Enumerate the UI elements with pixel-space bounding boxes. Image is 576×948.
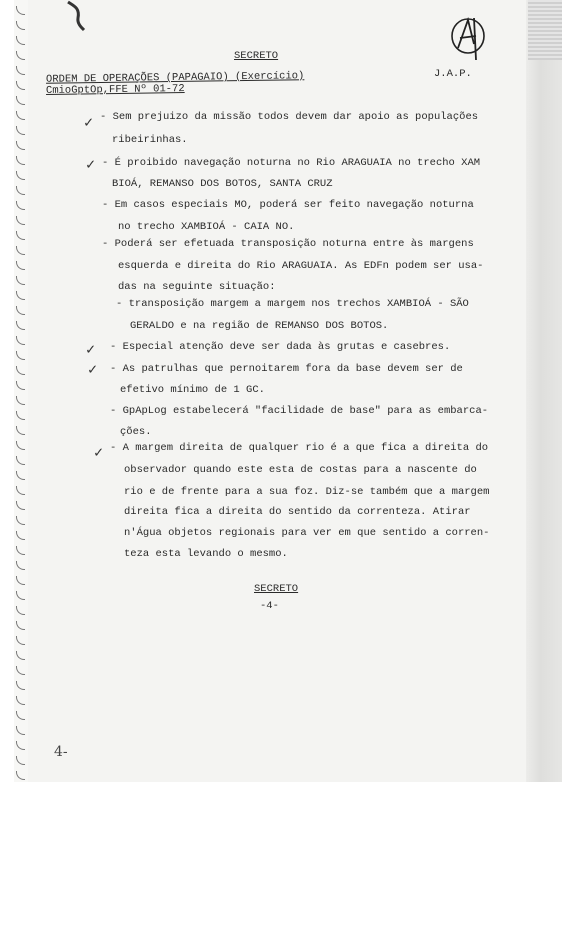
body-line: ções. (120, 426, 152, 438)
check-mark-icon: ✓ (94, 445, 104, 462)
body-line: - É proibido navegação noturna no Rio ARAGUAIA no trecho XAM (102, 157, 481, 169)
binder-hole (16, 81, 25, 90)
binder-hole (16, 771, 25, 780)
order-reference: CmioGptOp,FFE Nº 01-72 (45, 83, 185, 97)
body-line: das na seguinte situação: (118, 281, 276, 293)
body-line: - Sem prejuizo da missão todos devem dar apoio as populações (100, 111, 479, 123)
binder-hole (16, 696, 25, 705)
order-title: ORDEM DE OPERAÇÕES (PAPAGAIO) (Exercício) (45, 70, 305, 86)
binder-hole (16, 606, 25, 615)
handwritten-page-number: 4- (54, 744, 68, 760)
binder-hole (16, 456, 25, 465)
binder-hole (16, 336, 25, 345)
check-mark-icon: ✓ (84, 115, 94, 132)
binder-hole (16, 366, 25, 375)
binder-hole (16, 636, 25, 645)
binder-hole (16, 741, 25, 750)
binder-hole (16, 36, 25, 45)
binder-hole (16, 306, 25, 315)
binder-hole (16, 726, 25, 735)
binder-hole (16, 681, 25, 690)
binder-hole (16, 21, 25, 30)
binder-hole (16, 246, 25, 255)
binder-hole (16, 471, 25, 480)
binder-hole (16, 141, 25, 150)
signature-icon (444, 14, 492, 62)
binder-hole (16, 576, 25, 585)
binder-hole (16, 351, 25, 360)
body-line: - Especial atenção deve ser dada às grutas e casebres. (110, 341, 451, 353)
body-line: - Em casos especiais MO, poderá ser feito navegação noturna (102, 199, 474, 211)
binder-hole (16, 201, 25, 210)
binder-hole (16, 501, 25, 510)
binder-hole (16, 546, 25, 555)
binder-hole (16, 591, 25, 600)
classification-header: SECRETO (234, 50, 279, 62)
body-line: - A margem direita de qualquer rio é a que fica a direita do (110, 442, 489, 454)
binder-hole (16, 276, 25, 285)
binder-hole (16, 441, 25, 450)
binder-hole (16, 321, 25, 330)
body-line: - transposição margem a margem nos trechos XAMBIOÁ - SÃO (116, 298, 469, 310)
body-line: BIOÁ, REMANSO DOS BOTOS, SANTA CRUZ (112, 178, 333, 190)
check-mark-icon: ✓ (86, 157, 96, 174)
binder-hole (16, 396, 25, 405)
binder-hole (16, 756, 25, 765)
body-line: rio e de frente para a sua foz. Diz-se também que a margem (124, 486, 490, 498)
body-line: ribeirinhas. (112, 134, 188, 146)
binder-hole (16, 156, 25, 165)
body-line: n'Água objetos regionais para ver em que sentido a corren- (124, 527, 490, 539)
page-edge-shadow (526, 0, 562, 782)
body-line: no trecho XAMBIOÁ - CAIA NO. (118, 221, 295, 233)
binder-hole (16, 381, 25, 390)
binder-hole (16, 651, 25, 660)
binder-hole (16, 171, 25, 180)
binder-hole (16, 6, 25, 15)
binder-hole (16, 411, 25, 420)
binder-hole (16, 126, 25, 135)
check-mark-icon: ✓ (86, 342, 96, 359)
binder-hole (16, 111, 25, 120)
binder-hole (16, 51, 25, 60)
binder-hole (16, 66, 25, 75)
binder-hole (16, 516, 25, 525)
body-line: teza esta levando o mesmo. (124, 548, 288, 560)
body-line: GERALDO e na região de REMANSO DOS BOTOS. (130, 320, 389, 332)
binder-holes (14, 0, 28, 782)
body-line: - As patrulhas que pernoitarem fora da base devem ser de (110, 363, 463, 375)
body-line: efetivo mínimo de 1 GC. (120, 384, 265, 396)
ink-smudge-icon (64, 0, 86, 32)
binder-hole (16, 231, 25, 240)
binder-hole (16, 291, 25, 300)
body-line: esquerda e direita do Rio ARAGUAIA. As EDFn podem ser usa- (118, 260, 484, 272)
initials: J.A.P. (434, 68, 472, 80)
binder-hole (16, 666, 25, 675)
binder-hole (16, 216, 25, 225)
body-line: observador quando este esta de costas para a nascente do (124, 464, 477, 476)
binder-hole (16, 531, 25, 540)
body-line: - GpApLog estabelecerá "facilidade de base" para as embarca- (110, 405, 489, 417)
binder-hole (16, 621, 25, 630)
binder-hole (16, 96, 25, 105)
body-line: - Poderá ser efetuada transposição noturna entre às margens (102, 238, 474, 250)
classification-footer: SECRETO (254, 583, 299, 595)
check-mark-icon: ✓ (88, 362, 98, 379)
binder-hole (16, 186, 25, 195)
page-number: -4- (260, 600, 279, 612)
document-page (14, 0, 562, 782)
binder-hole (16, 711, 25, 720)
binder-hole (16, 426, 25, 435)
binder-hole (16, 261, 25, 270)
binder-hole (16, 561, 25, 570)
binder-hole (16, 486, 25, 495)
body-line: direita fica a direita do sentido da correnteza. Atirar (124, 506, 471, 518)
